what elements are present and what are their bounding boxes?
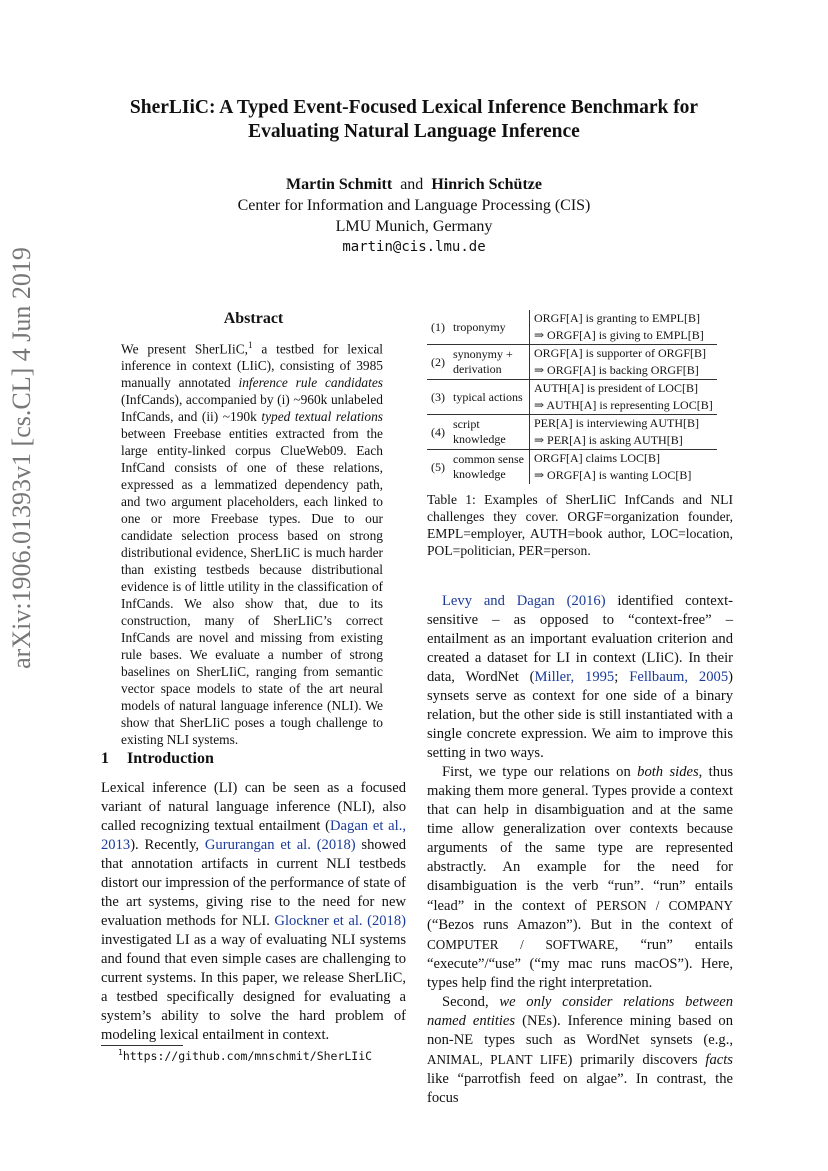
table-premise: AUTH[A] is president of LOC[B] — [530, 380, 717, 398]
institution: LMU Munich, Germany — [335, 218, 493, 235]
table-category: synonymy + derivation — [449, 345, 530, 380]
body-text: , thus making them more general. Types provide a context that can help in disambiguation and at the same time allow generalization over contexts because arguments of the same type are represented abstractly. An example for the need for disambiguation is the verb “run”. “run” entails “lead” in the context of — [427, 764, 734, 914]
table-hypothesis: ⇒ PER[A] is asking AUTH[B] — [530, 432, 717, 450]
body-text: showed that annotation artifacts in current NLI testbeds distort our impression of the performance of state of the art systems, giving rise to the need for new evaluation methods for NLI. — [101, 837, 406, 929]
author-1: Martin Schmitt — [286, 176, 393, 193]
body-text: ) primarily discovers — [567, 1052, 706, 1068]
table-row — [427, 415, 717, 433]
emphasis: both sides — [637, 764, 699, 780]
table-category: script knowledge — [449, 415, 530, 450]
citation-link[interactable]: Miller, 1995 — [534, 669, 615, 685]
abstract-heading: Abstract — [223, 310, 284, 327]
type-label: PERSON / COMPANY — [596, 898, 733, 913]
paper-title — [0, 96, 828, 144]
body-text: identified context-sensitive – as opposed to “context-free” – entailment as an important evaluation criterion and created a dataset for LI in context (LIiC). In their data, WordNet ( — [427, 593, 733, 685]
body-text: ; — [614, 669, 630, 685]
citation-link[interactable]: Glockner et al. (2018) — [274, 913, 406, 929]
table-1-grid — [427, 310, 717, 484]
abstract-text: between Freebase entities extracted from the large entity-linked corpus ClueWeb09. Each InfCand consists of one of these relations, expressed as a lemmatized dependency path, and two argument placeholders, each linked to one or more Freebase types. Due to our candidate selection process based on strong distributional evidence, SherLIiC is much harder than existing testbeds because distributional evidence is of little utility in the classification of InfCands. We also show that, due to its construction, many of SherLIiC’s correct InfCands are novel and missing from existing rule bases. We evaluate a number of strong baselines on SherLIiC, ranging from semantic vector space models to state of the art neural models of natural language inference (NLI). We show that SherLIiC poses a tough challenge to existing NLI systems. — [121, 426, 383, 748]
table-1 — [427, 310, 733, 484]
right-column-text — [427, 592, 733, 1108]
emphasis: we only consider relations between named entities — [427, 994, 733, 1029]
footnote-url[interactable]: https://github.com/mnschmit/SherLIiC — [122, 1048, 373, 1063]
author-and: and — [400, 176, 424, 193]
abstract-text: We present SherLIiC, — [121, 341, 249, 357]
citation-link[interactable]: Levy and Dagan (2016) — [442, 593, 606, 609]
table-row — [427, 450, 717, 468]
arxiv-stamp: arXiv:1906.01393v1 [cs.CL] 4 Jun 2019 — [7, 247, 36, 669]
email[interactable]: martin@cis.lmu.de — [342, 239, 486, 255]
section-heading — [101, 750, 406, 768]
author-block — [0, 174, 828, 258]
body-text: (NEs). Inference mining based on non-NE types such as WordNet synsets (e.g., — [427, 1013, 733, 1048]
table-1-caption: Table 1: Examples of SherLIiC InfCands and NLI challenges they cover. ORGF=organization founder, EMPL=employer, AUTH=book author, LOC=location, POL=politician, PER=person. — [427, 492, 733, 558]
affiliation: Center for Information and Language Processing (CIS) — [237, 197, 591, 214]
table-hypothesis: ⇒ AUTH[A] is representing LOC[B] — [530, 397, 717, 415]
body-text: , “run” entails “execute”/“use” (“my mac runs macOS”). Here, types help find the right interpretation. — [427, 937, 733, 991]
footnote-number: 1 — [118, 1048, 123, 1057]
section-title: Introduction — [127, 750, 214, 767]
body-text: like “parrotfish feed on algae”. In contrast, the focus — [427, 1071, 733, 1106]
table-premise: PER[A] is interviewing AUTH[B] — [530, 415, 717, 433]
table-category: troponymy — [453, 319, 506, 334]
footnote-rule — [101, 1045, 183, 1046]
table-hypothesis: ⇒ ORGF[A] is wanting LOC[B] — [530, 467, 717, 484]
table-row-number: (5) — [427, 450, 449, 485]
table-row-number: (4) — [427, 415, 449, 450]
abstract-text: a testbed for lexical inference in context (LIiC), consisting of 3985 manually annotated — [121, 341, 383, 391]
table-premise: ORGF[A] is granting to EMPL[B] — [530, 310, 717, 327]
footnote — [118, 1048, 372, 1063]
table-category: common sense knowledge — [449, 450, 530, 485]
body-text: Lexical inference (LI) can be seen as a focused variant of natural language inference (NLI), also called recognizing textual entailment ( — [101, 780, 406, 834]
abstract-emphasis: inference rule candidates — [238, 375, 383, 391]
table-premise: ORGF[A] is supporter of ORGF[B] — [530, 345, 717, 363]
abstract-text: (InfCands), accompanied by (i) ~960k unlabeled InfCands, and (ii) ~190k — [121, 392, 383, 425]
citation-link[interactable]: Dagan et al., 2013 — [101, 818, 406, 853]
body-text: First, we type our relations on — [442, 764, 638, 780]
section-number: 1 — [101, 750, 109, 767]
body-text: Second, — [442, 994, 500, 1010]
table-hypothesis: ⇒ ORGF[A] is backing ORGF[B] — [530, 362, 717, 380]
footnote-marker: 1 — [248, 340, 253, 350]
body-text: (“Bezos runs Amazon”). But in the context of — [427, 917, 733, 933]
type-label: ANIMAL, PLANT LIFE — [427, 1052, 568, 1067]
body-text: ) synsets serve as context for one side of a binary relation, but the other side is still instantiated with a single concrete expression. We aim to improve this setting in two ways. — [427, 669, 733, 761]
title-line-1: SherLIiC: A Typed Event-Focused Lexical Inference Benchmark for — [129, 97, 699, 118]
table-row-number: (3) — [427, 380, 449, 415]
table-row — [427, 380, 717, 398]
intro-paragraph — [101, 779, 406, 1045]
title-line-2: Evaluating Natural Language Inference — [248, 121, 580, 142]
emphasis: facts — [705, 1052, 733, 1068]
abstract-body — [121, 337, 383, 748]
body-text: investigated LI as a way of evaluating NLI systems and found that even simple cases are challenging to current systems. In this paper, we release SherLIiC, a testbed specifically designed for evaluating a system’s ability to solve the hard problem of modeling lexical entailment in context. — [101, 932, 406, 1043]
table-premise: ORGF[A] claims LOC[B] — [530, 450, 717, 468]
citation-link[interactable]: Fellbaum, 2005 — [629, 669, 729, 685]
table-row — [427, 310, 717, 327]
citation-link[interactable]: Gururangan et al. (2018) — [204, 837, 356, 853]
table-row — [427, 345, 717, 363]
table-hypothesis: ⇒ ORGF[A] is giving to EMPL[B] — [530, 327, 717, 345]
type-label: COMPUTER / SOFTWARE — [427, 937, 615, 952]
abstract-emphasis: typed textual relations — [261, 409, 383, 425]
table-row-number: (1) — [431, 319, 445, 334]
author-2: Hinrich Schütze — [431, 176, 542, 193]
table-row-number: (2) — [427, 345, 449, 380]
body-text: ). Recently, — [130, 837, 205, 853]
table-category: typical actions — [449, 380, 530, 415]
